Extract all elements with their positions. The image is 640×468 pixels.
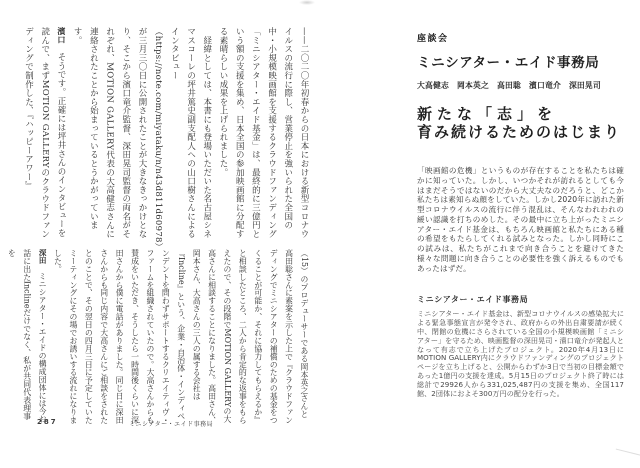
speaker-name-hamaguchi: 濱口 xyxy=(56,27,66,44)
profile-heading: ミニシアター・エイド事務局 xyxy=(417,295,529,305)
section-kicker: 座談会 xyxy=(417,34,449,44)
chapter-title: ミニシアター・エイド事務局 xyxy=(417,55,600,71)
gutter-fold-mark xyxy=(299,0,315,5)
profile-description: ミニシアター・エイド基金は、新型コロナウイルスの感染拡大による緊急事態宣言が発令され、政府からの外出自粛要請が続く中、閉館の危機にさらされている全国の小規模映画館「ミニシアター」を守るため、映画監督の深田晃司・濱口竜介が発起人となって有志で立ち上げたプロジェクト。2020年4月13日にMOTION GALLERY内にクラウドファンディングのプロジェクトページを立ち上げると、公開からわずか3日で当初の目標金額であった1億円の支援を達成。5月15日のプロジェクト終了時には総計で29926人から331,025,487円の支援を集め、全国117館、2団体におよそ300万円の配分を行った。 xyxy=(417,309,624,398)
speaker-name-fukada: 深田 xyxy=(38,249,48,265)
hamaguchi-turn xyxy=(20,27,69,243)
fukada-turn xyxy=(4,249,50,426)
page-number: 287 xyxy=(37,418,58,426)
participant-names: 大高健志 岡本英之 高田聡 濱口竜介 深田晃司 xyxy=(417,81,601,90)
fukada-speech: ミニシアター・エイドの構成団体には今お話に出たInclineだけでなく、私が共同代表理事を xyxy=(7,249,48,424)
interviewer-question-paragraph-2: 経緯としては、本書にも登場いただいた名古屋シネマスコーレの坪井篤史副支配人への山口樹さんによるインタビュー（https://note.com/miyataku/n/n43d811d60978）が三月三〇日に公開されたことが大きなきっかけとなり、そこから濱口竜介監督、深田晃司監督の両名がそれぞれ、MOTION GALLERY代表の大高健志さんに連絡されたことから始まっているとうかがっています。 xyxy=(72,27,212,252)
hamaguchi-speech-continued: （15）のプロデューサーである岡本英之さんと高田聡さんに素案を示した上で『クラウドファンディングでミニシアターの補償のための基金をつくることが可能か、それに協力してもらえるか』と相談したところ、二人から肯定的な返事をもらえたので、その段階でMOTION GALLERYの大高さんに相談することになりました。高田さん、岡本さん、大高さんの三人の属する会社は『Incline』という、企業・自治体・インディペンデントを問わずサポートするクリエイティヴ・ファームを組織されていたので。大高さんからも賛成をいただき、そうしたら一時間後くらいに深田さんから僕に電話がありました。同じ日に深田さんからも同じ内容で大高さんにご相談をされたとのことで、その翌日の四月三日に予定していたミーティングにその場でお誘いする流れになりました。 xyxy=(53,249,309,424)
running-title: ミニシアター・エイド事務局 xyxy=(129,421,214,428)
interviewer-question-paragraph-1: ——二〇二〇年初春からの日本における新型コロナウイルスの流行に際し、営業停止を強いられた全国の中・小規模映画館を支援するクラウドファンディング「ミニシアター・エイド基金」は、最終的に三億円という額の支援を集め、日本全国の参加映画館に分配する素晴らしい成果を上げられました。 xyxy=(217,27,309,239)
right-page xyxy=(417,31,624,399)
left-page-upper-band xyxy=(23,27,312,252)
chapter-subtitle-line1: 新たな「志」を xyxy=(417,105,558,123)
page-edge-shadow xyxy=(613,449,640,468)
chapter-subtitle xyxy=(417,105,624,142)
lead-paragraph: 「映画館の危機」というものが存在することを私たちは確かに知っていた。しかし、いつかそれが訪れるとしても今はまだそうではないのだから大丈夫なのだろうと、どこか私たちは素知らぬ顔をしていた。しかし2020年に訪れた新型コロナウイルスの流行に伴う混乱は、そんなわれわれの緩い認識を打ちのめした。その最中に立ち上がったミニシアター・エイド基金は、もちろん映画館と私たちにある種の希望をもたらしてくれる試みとなった。しかし同時にこの試みは、私たちがこれまで向き合うことを避けてきた様々な問題に向き合うことの必要性を強く訴えるものでもあったはずだ。 xyxy=(417,166,624,273)
hamaguchi-speech: そうです。正確には坪井さんのインタビューを読んで、まずMOTION GALLERYのクラウドファンディングで制作した、『ハッピーアワー』 xyxy=(23,27,66,239)
left-page-lower-band xyxy=(7,249,312,426)
chapter-subtitle-line2: 育み続けるためのはじまり xyxy=(417,123,622,141)
